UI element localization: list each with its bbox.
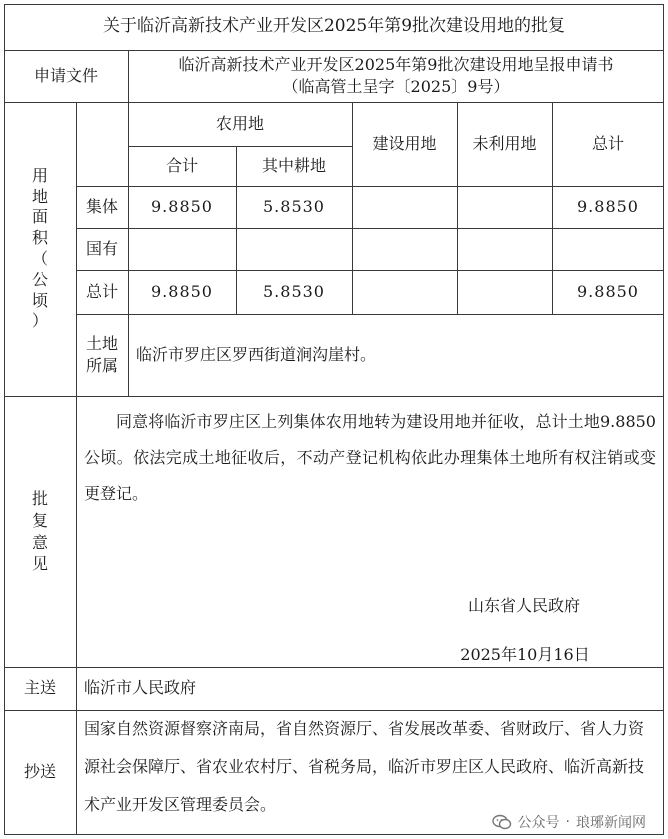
grid-line [4, 834, 664, 835]
cell-total [552, 228, 664, 270]
location-value: 临沂市罗庄区罗西街道涧沟崖村。 [136, 344, 377, 364]
header-unused: 未利用地 [472, 133, 537, 153]
header-agri-farmland: 其中耕地 [261, 155, 326, 175]
cc-label: 抄送 [23, 761, 56, 781]
watermark-dot: · [565, 814, 570, 830]
cell-agri-farmland: 5.8530 [263, 281, 325, 301]
cell-agri-farmland [236, 228, 352, 270]
header-total: 总计 [591, 133, 624, 153]
land-area-label: 用 地 面 积 （ 公 顷 ） [31, 165, 48, 331]
cell-total: 9.8850 [577, 196, 639, 216]
header-agri: 农用地 [215, 113, 264, 133]
grid-line [76, 396, 77, 667]
approval-date: 2025年10月16日 [460, 644, 590, 664]
cell-construction [352, 270, 457, 314]
watermark-prefix: 公众号 [517, 815, 560, 831]
row-name-collective: 集体 [85, 196, 118, 216]
cell-agri-total: 9.8850 [151, 196, 213, 216]
approval-text: 同意将临沂市罗庄区上列集体农用地转为建设用地并征收，总计土地9.8850公顷。依法完成土地征收后，不动产登记机构依此办理集体土地所有权注销或变更登记。 [84, 412, 656, 503]
approval-label: 批 复 意 见 [31, 489, 48, 574]
cell-unused [457, 228, 552, 270]
cell-unused [457, 270, 552, 314]
header-construction: 建设用地 [372, 133, 437, 153]
header-agri-total: 合计 [165, 155, 198, 175]
application-line2: （临高管土呈字〔2025〕9号） [282, 77, 510, 96]
grid-line [4, 396, 664, 397]
application-label: 申请文件 [33, 65, 98, 85]
location-label: 土地 所属 [85, 334, 118, 375]
cc-value: 国家自然资源督察济南局，省自然资源厅、省发展改革委、省财政厅、省人力资源社会保障厅、省农业农村厅、省税务局，临沂市罗庄区人民政府、临沂高新技术产业开发区管理委员会。 [84, 719, 645, 814]
cell-unused [457, 186, 552, 228]
wechat-icon [492, 814, 512, 830]
cell-agri-farmland: 5.8530 [263, 196, 325, 216]
application-value [128, 50, 664, 102]
cell-construction [352, 228, 457, 270]
cell-agri-total [128, 228, 236, 270]
approval-issuer: 山东省人民政府 [467, 595, 580, 615]
document-title: 关于临沂高新技术产业开发区2025年第9批次建设用地的批复 [102, 16, 566, 37]
cell-construction [352, 186, 457, 228]
cell-total: 9.8850 [577, 281, 639, 301]
row-name-state: 国有 [85, 238, 118, 258]
main-send-label: 主送 [23, 678, 56, 698]
row-name-total: 总计 [85, 281, 118, 301]
watermark [488, 810, 650, 834]
application-line1: 临沂高新技术产业开发区2025年第9批次建设用地呈报申请书 [178, 55, 614, 75]
watermark-name: 琅琊新闻网 [576, 815, 646, 831]
cell-agri-total: 9.8850 [151, 281, 213, 301]
main-send-value: 临沂市人民政府 [84, 678, 197, 698]
